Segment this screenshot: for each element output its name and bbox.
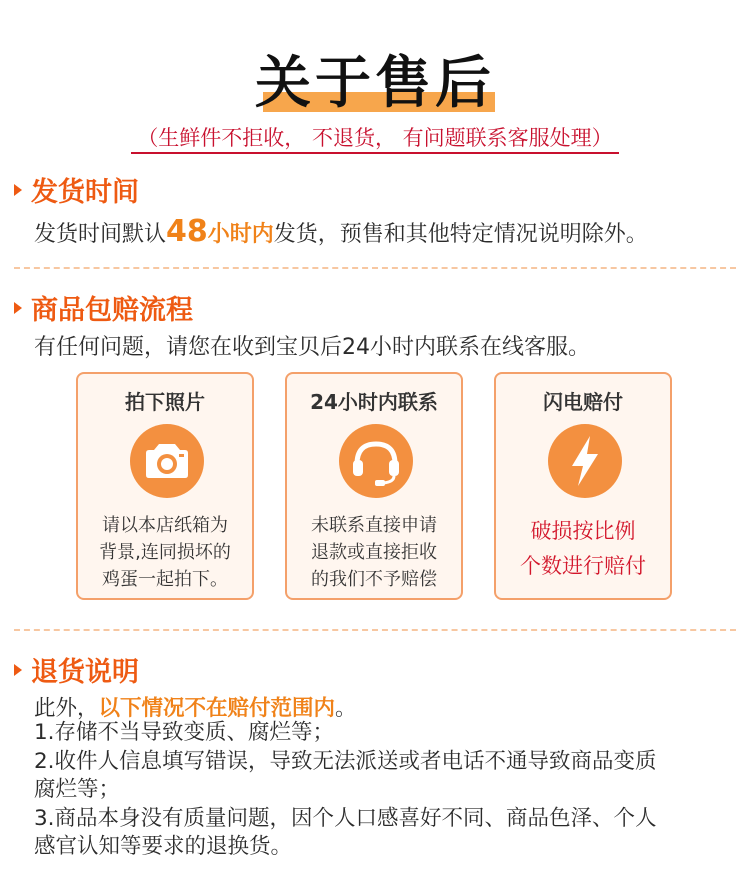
section-heading-returns-text: 退货说明 <box>31 657 139 688</box>
lightning-icon <box>548 424 622 498</box>
section-heading-returns <box>14 650 139 689</box>
returns-list-item: 3.商品本身没有质量问题，因个人口感喜好不同、商品色泽、个人 <box>34 805 657 831</box>
claim-step-line: 请以本店纸箱为 <box>102 515 228 536</box>
shipping-text-before: 发货时间默认 <box>34 222 167 247</box>
claim-step-line: 未联系直接申请 <box>311 515 437 536</box>
section-heading-claims <box>14 288 193 327</box>
claim-step-card-contact <box>285 372 463 600</box>
claims-intro: 有任何问题，请您在收到宝贝后24小时内联系在线客服。 <box>34 335 590 360</box>
returns-intro-highlight: 以下情况不在赔付范围内 <box>98 696 336 721</box>
returns-list-item: 2.收件人信息填写错误，导致无法派送或者电话不通导致商品变质 <box>34 748 657 774</box>
shipping-text <box>34 214 648 249</box>
returns-intro <box>34 691 357 722</box>
returns-list <box>34 719 744 862</box>
section-heading-shipping <box>14 170 139 209</box>
shipping-text-after: 发货，预售和其他特定情况说明除外。 <box>273 222 648 247</box>
claim-step-line: 个数进行赔付 <box>520 554 646 578</box>
section-heading-shipping-text: 发货时间 <box>31 177 139 208</box>
headset-icon <box>339 424 413 498</box>
returns-list-item: 1.存储不当导致变质、腐烂等； <box>34 720 335 745</box>
claim-step-description <box>496 514 670 584</box>
returns-list-item: 腐烂等； <box>34 777 121 802</box>
dashed-divider <box>14 267 736 269</box>
returns-list-item: 感官认知等要求的退换货。 <box>34 834 293 859</box>
claim-step-line: 的我们不予赔偿 <box>311 569 437 590</box>
page-subtitle <box>0 122 750 152</box>
header <box>0 52 750 116</box>
bullet-triangle-icon <box>14 664 22 676</box>
claim-step-card-photo <box>76 372 254 600</box>
claim-step-line: 破损按比例 <box>530 519 636 543</box>
shipping-hours-number: 48 <box>166 214 208 249</box>
camera-icon <box>130 424 204 498</box>
claim-step-title: 24小时内联系 <box>310 390 438 414</box>
shipping-hours-unit: 小时内 <box>207 222 274 247</box>
claim-step-line: 退款或直接拒收 <box>311 542 437 563</box>
claim-step-description <box>78 512 252 593</box>
claim-step-description <box>287 512 461 593</box>
bullet-triangle-icon <box>14 184 22 196</box>
claim-step-title: 闪电赔付 <box>543 390 623 414</box>
page-title-text: 关于售后 <box>255 51 495 116</box>
claim-step-card-compensation <box>494 372 672 600</box>
page-title <box>255 52 495 116</box>
returns-intro-after: 。 <box>335 696 357 721</box>
section-heading-claims-text: 商品包赔流程 <box>31 295 193 326</box>
returns-intro-before: 此外， <box>34 696 99 721</box>
claim-step-line: 背景,连同损坏的 <box>99 542 231 563</box>
claim-step-line: 鸡蛋一起拍下。 <box>102 569 228 590</box>
claim-step-title: 拍下照片 <box>125 390 205 414</box>
page-subtitle-text: （生鲜件不拒收， 不退货， 有问题联系客服处理） <box>131 126 618 154</box>
bullet-triangle-icon <box>14 302 22 314</box>
dashed-divider <box>14 629 736 631</box>
